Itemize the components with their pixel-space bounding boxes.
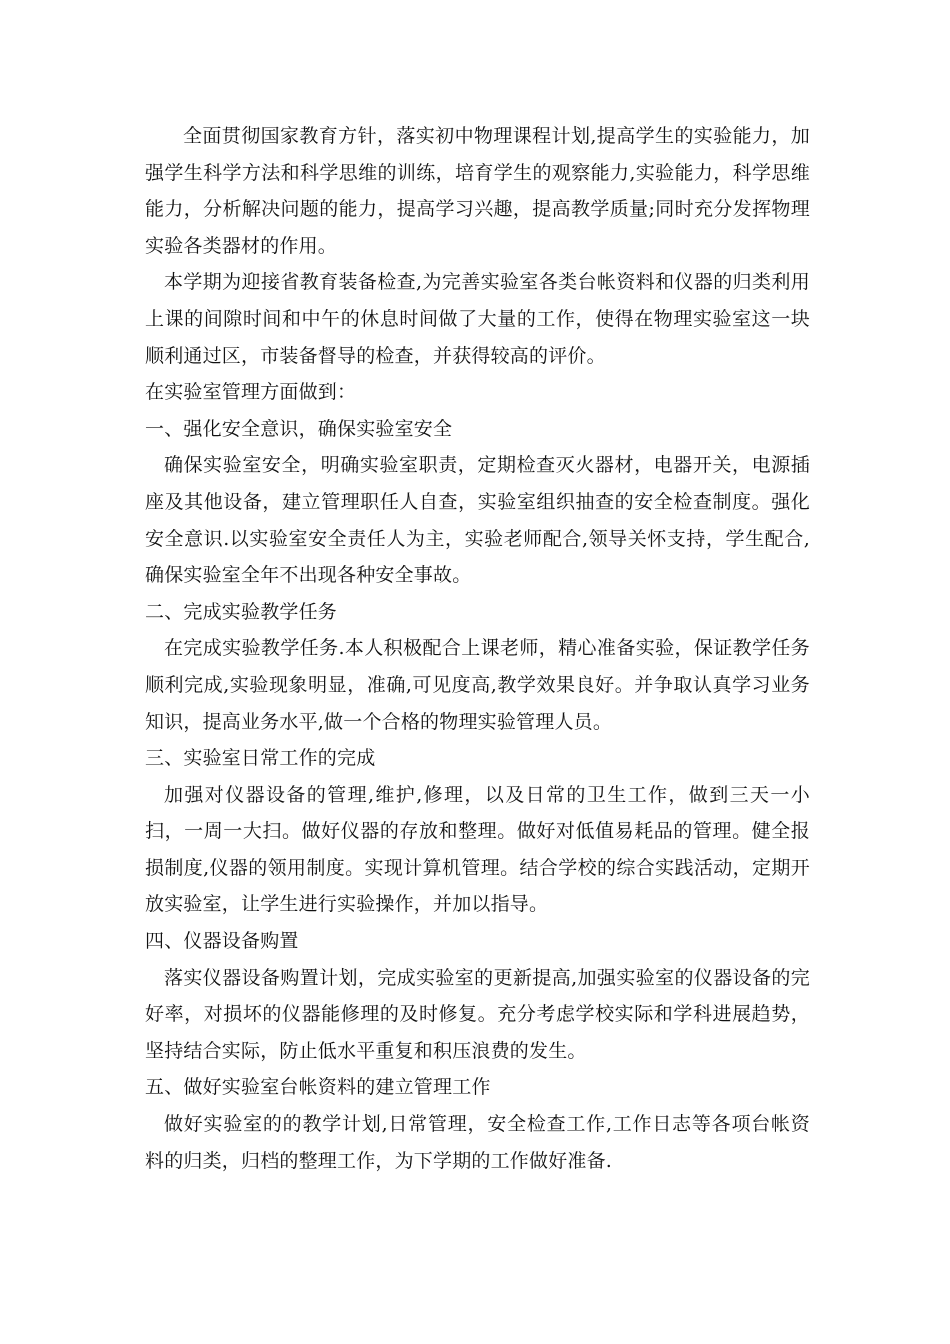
teaching-paragraph: 在完成实验教学任务.本人积极配合上课老师，精心准备实验，保证教学任务顺利完成,实验现象明显，准确,可见度高,教学效果良好。并争取认真学习业务知识，提高业务水平,做一个合格的物理实验管理人员。 <box>145 637 810 733</box>
section-heading-records: 五、做好实验室台帐资料的建立管理工作 <box>145 1076 491 1099</box>
document-body <box>145 118 810 1179</box>
records-paragraph: 做好实验室的的教学计划,日常管理，安全检查工作,工作日志等各项台帐资料的归类，归档的整理工作，为下学期的工作做好准备. <box>145 1113 810 1172</box>
daily-work-paragraph: 加强对仪器设备的管理,维护,修理，以及日常的卫生工作，做到三天一小扫，一周一大扫。做好仪器的存放和整理。做好对低值易耗品的管理。健全报损制度,仪器的领用制度。实现计算机管理。结合学校的综合实践活动，定期开放实验室，让学生进行实验操作，并加以指导。 <box>145 783 810 916</box>
equipment-paragraph: 落实仪器设备购置计划，完成实验室的更新提高,加强实验室的仪器设备的完好率，对损坏的仪器能修理的及时修复。充分考虑学校实际和学科进展趋势，坚持结合实际，防止低水平重复和积压浪费的发生。 <box>145 966 810 1062</box>
section-heading-safety: 一、强化安全意识，确保实验室安全 <box>145 417 453 440</box>
section-heading-daily-work: 三、实验室日常工作的完成 <box>145 747 376 770</box>
safety-paragraph: 确保实验室安全，明确实验室职责，定期检查灭火器材，电器开关，电源插座及其他设备，建立管理职任人自查，实验室组织抽查的安全检查制度。强化安全意识.以实验室安全责任人为主，实验老师配合,领导关怀支持，学生配合,确保实验室全年不出现各种安全事故。 <box>145 454 810 587</box>
section-heading-teaching: 二、完成实验教学任务 <box>145 600 338 623</box>
intro-paragraph: 全面贯彻国家教育方针，落实初中物理课程计划,提高学生的实验能力，加强学生科学方法和科学思维的训练，培育学生的观察能力,实验能力，科学思维能力，分析解决问题的能力，提高学习兴趣，提高教学质量;同时充分发挥物理实验各类器材的作用。 <box>145 125 810 257</box>
management-intro-heading: 在实验室管理方面做到： <box>145 381 357 404</box>
semester-summary-paragraph: 本学期为迎接省教育装备检查,为完善实验室各类台帐资料和仪器的归类利用上课的间隙时间和中午的休息时间做了大量的工作，使得在物理实验室这一块顺利通过区，市装备督导的检查，并获得较高的评价。 <box>145 271 810 367</box>
section-heading-equipment: 四、仪器设备购置 <box>145 930 299 953</box>
